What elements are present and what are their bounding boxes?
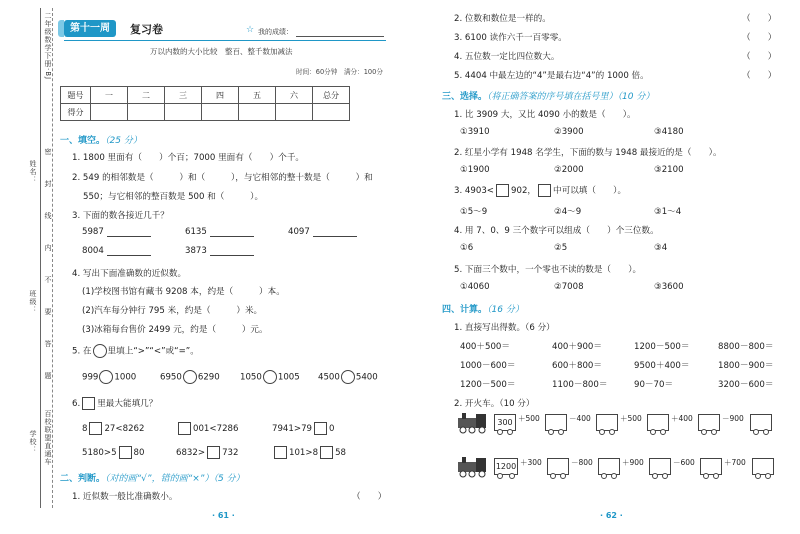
approx-item xyxy=(185,227,254,237)
wheel xyxy=(763,429,769,435)
answer-box[interactable] xyxy=(178,422,191,435)
locomotive-icon xyxy=(454,412,492,434)
answer-line[interactable] xyxy=(313,228,357,237)
question-text: 里填上“>”“<”或“=”。 xyxy=(107,346,199,357)
wheel xyxy=(703,473,709,479)
number-text: 6950 xyxy=(160,372,182,383)
compare-item xyxy=(240,370,300,384)
judge-5: 5. 4404 中最左边的“4”是最右边“4”的 1000 倍。 xyxy=(454,71,649,81)
calc-item[interactable]: 1000－600＝ xyxy=(460,361,516,371)
calc-item[interactable]: 3200－600＝ xyxy=(718,380,774,390)
score-cell[interactable] xyxy=(202,104,239,121)
option[interactable]: ①4060 xyxy=(460,282,490,292)
judge-answer[interactable]: （ ） xyxy=(352,492,387,502)
number-text: 3873 xyxy=(185,246,207,256)
table-cell: 题号 xyxy=(61,87,91,104)
question-text: 5. 在 xyxy=(72,346,92,357)
approx-item xyxy=(185,246,254,256)
score-label: 我的成绩： xyxy=(258,28,293,36)
answer-line[interactable] xyxy=(107,247,151,256)
section-label: 二、判断。 xyxy=(60,474,106,484)
section-label: 三、选择。 xyxy=(442,92,488,102)
answer-box[interactable] xyxy=(274,446,287,459)
judge-answer[interactable]: （ ） xyxy=(742,14,777,24)
judge-answer[interactable]: （ ） xyxy=(742,33,777,43)
question-6 xyxy=(72,397,157,410)
wheel xyxy=(497,429,503,435)
score-table-header xyxy=(61,87,350,104)
compare-circle[interactable] xyxy=(341,370,355,384)
section-judge-title xyxy=(60,471,245,484)
judge-answer[interactable]: （ ） xyxy=(742,71,777,81)
number-text: 6135 xyxy=(185,227,207,237)
option[interactable]: ②3900 xyxy=(554,127,584,137)
margin-line xyxy=(40,8,41,508)
right-page xyxy=(400,0,800,534)
answer-box xyxy=(538,184,551,197)
judge-3: 3. 6100 读作六千一百零零。 xyxy=(454,33,567,43)
wheel xyxy=(497,473,503,479)
score-table xyxy=(60,86,350,121)
train-car xyxy=(494,414,516,431)
operator: ＋700 xyxy=(724,458,746,467)
section-calc-title xyxy=(442,302,524,315)
section-points: （25 分） xyxy=(105,136,142,146)
table-cell: 三 xyxy=(165,87,202,104)
calc-item[interactable]: 90－70＝ xyxy=(634,380,674,390)
wheel xyxy=(550,473,556,479)
question-1: 1. 1800 里面有（ ）个百；7000 里面有（ ）个千。 xyxy=(72,153,305,163)
number-text: 1050 xyxy=(240,372,262,383)
option[interactable]: ①1900 xyxy=(460,165,490,175)
number-text: 5180>5 xyxy=(82,448,117,458)
question-text: 6. xyxy=(72,399,81,409)
table-cell: 一 xyxy=(91,87,128,104)
compare-item xyxy=(82,370,136,384)
question-text: 中可以填（ ）。 xyxy=(553,186,627,196)
judge-2: 2. 位数和数位是一样的。 xyxy=(454,14,551,24)
calc-item[interactable]: 8800－800＝ xyxy=(718,342,774,352)
option[interactable]: ②4～9 xyxy=(554,207,582,217)
train-car-blank[interactable] xyxy=(547,458,569,475)
number-text: 999 xyxy=(82,372,99,383)
time-info: 时间：60分钟 满分：100分 xyxy=(296,68,383,76)
operator: －600 xyxy=(673,458,695,467)
operator: ＋300 xyxy=(520,458,542,467)
operator: －900 xyxy=(722,414,744,423)
wheel xyxy=(711,429,717,435)
school-label: 学校： xyxy=(29,430,37,454)
answer-box[interactable] xyxy=(119,446,132,459)
operator: ＋500 xyxy=(518,414,540,423)
wheel xyxy=(599,429,605,435)
option[interactable]: ②7008 xyxy=(554,282,584,292)
wheel xyxy=(558,429,564,435)
wheel xyxy=(753,429,759,435)
number-text: 1005 xyxy=(277,372,300,383)
calc-item[interactable]: 1200－500＝ xyxy=(634,342,690,352)
table-cell: 二 xyxy=(128,87,165,104)
choice-2: 2. 红星小学有 1948 名学生，下面的数与 1948 最接近的是（ ）。 xyxy=(454,148,722,158)
wheel xyxy=(609,429,615,435)
number-text: 4097 xyxy=(288,227,310,237)
answer-box[interactable] xyxy=(314,422,327,435)
number-text: 101>8 xyxy=(289,448,319,458)
calc-item[interactable]: 600＋800＝ xyxy=(552,361,602,371)
number-text: 5400 xyxy=(355,372,378,383)
cut-char: 内 xyxy=(44,244,52,252)
answer-box[interactable] xyxy=(207,446,220,459)
choice-4: 4. 用 7、0、9 三个数字可以组成（ ）个三位数。 xyxy=(454,226,659,236)
answer-box xyxy=(82,397,95,410)
digit-item xyxy=(176,446,238,459)
score-table-row xyxy=(61,104,350,121)
wheel xyxy=(601,473,607,479)
compare-circle[interactable] xyxy=(263,370,277,384)
section-points: （对的画“√”，错的画“×”）（5 分） xyxy=(105,474,245,484)
series-strip: 百校联盟直通车 xyxy=(44,410,52,466)
wheel xyxy=(507,429,513,435)
page-title: 复习卷 xyxy=(130,23,163,36)
question-4-item: (2)汽车每分钟行 795 米，约是（ ）米。 xyxy=(82,306,263,316)
number-text: 80 xyxy=(133,448,145,458)
train-title: 2. 开火车。（10 分） xyxy=(454,399,535,409)
section-label: 一、填空。 xyxy=(60,136,106,146)
score-cell[interactable] xyxy=(128,104,165,121)
section-choice-title xyxy=(442,89,654,102)
score-cell[interactable] xyxy=(276,104,313,121)
subtitle: 万以内数的大小比较 整百、整千数加减法 xyxy=(150,47,293,56)
calc-item[interactable]: 400＋900＝ xyxy=(552,342,602,352)
answer-box xyxy=(496,184,509,197)
approx-item xyxy=(82,227,151,237)
option[interactable]: ③3600 xyxy=(654,282,684,292)
digit-item xyxy=(82,446,144,459)
operator: －400 xyxy=(569,414,591,423)
score-cell[interactable] xyxy=(165,104,202,121)
section-fill-title xyxy=(60,133,142,146)
number-text: 5987 xyxy=(82,227,104,237)
calc-title: 1. 直接写出得数。（6 分） xyxy=(454,323,555,333)
approx-item xyxy=(288,227,357,237)
score-cell[interactable] xyxy=(313,104,350,121)
cut-char: 题 xyxy=(44,372,52,380)
start-number: 1200 xyxy=(495,462,517,471)
locomotive-icon xyxy=(454,456,492,478)
question-4-item: (1)学校图书馆有藏书 9208 本，约是（ ）本。 xyxy=(82,287,285,297)
wheel xyxy=(509,473,515,479)
wheel xyxy=(611,473,617,479)
train-car xyxy=(494,458,518,475)
cut-char: 答 xyxy=(44,340,52,348)
wheel xyxy=(662,473,668,479)
option[interactable]: ②2000 xyxy=(554,165,584,175)
number-text: 8004 xyxy=(82,246,104,256)
option[interactable]: ②5 xyxy=(554,243,568,253)
question-3: 3. 下面的数各接近几千？ xyxy=(72,211,169,221)
option[interactable]: ③1～4 xyxy=(654,207,682,217)
option[interactable]: ③4 xyxy=(654,243,668,253)
compare-circle[interactable] xyxy=(99,370,113,384)
wheel xyxy=(701,429,707,435)
answer-line[interactable] xyxy=(210,247,254,256)
wheel xyxy=(652,473,658,479)
option[interactable]: ③2100 xyxy=(654,165,684,175)
section-points: （16 分） xyxy=(487,305,524,315)
number-text: 6290 xyxy=(197,372,220,383)
header-divider xyxy=(64,40,386,41)
digit-item xyxy=(176,422,238,435)
wheel xyxy=(650,429,656,435)
number-text: 001<7286 xyxy=(193,424,239,434)
answer-box[interactable] xyxy=(320,446,333,459)
question-text: 3. 4903< xyxy=(454,186,495,196)
operator: －800 xyxy=(571,458,593,467)
digit-item xyxy=(272,446,346,459)
judge-4: 4. 五位数一定比四位数大。 xyxy=(454,52,560,62)
page-number: · 61 · xyxy=(212,511,235,520)
question-2b: 550；与它相邻的整百数是 500 和（ ）。 xyxy=(83,192,264,202)
score-field[interactable] xyxy=(296,36,384,37)
train-car-blank[interactable] xyxy=(545,414,567,431)
calc-item[interactable]: 1100－800＝ xyxy=(552,380,608,390)
option[interactable]: ①3910 xyxy=(460,127,490,137)
answer-line[interactable] xyxy=(210,228,254,237)
train-car-blank[interactable] xyxy=(750,414,772,431)
week-badge: 第十一周 xyxy=(64,20,116,37)
question-2a: 2. 549 的相邻数是（ ）和（ ），与它相邻的整十数是（ ）和 xyxy=(72,173,373,183)
cut-char: 密 xyxy=(44,148,52,156)
number-text: 4500 xyxy=(318,372,340,383)
wheel xyxy=(755,473,761,479)
question-4-item: (3)冰箱每台售价 2499 元，约是（ ）元。 xyxy=(82,325,268,335)
option[interactable]: ①6 xyxy=(460,243,474,253)
section-label: 四、计算。 xyxy=(442,305,488,315)
train-car-blank[interactable] xyxy=(649,458,671,475)
calc-item[interactable]: 9500＋400＝ xyxy=(634,361,690,371)
number-text: 7941>79 xyxy=(272,424,313,434)
cut-char: 线 xyxy=(44,212,52,220)
choice-5: 5. 下面三个数中，一个零也不读的数是（ ）。 xyxy=(454,265,642,275)
question-text: 902， xyxy=(511,186,537,196)
choice-3 xyxy=(454,184,626,197)
compare-circle xyxy=(93,344,107,358)
compare-circle[interactable] xyxy=(183,370,197,384)
digit-item xyxy=(82,422,144,435)
operator: ＋400 xyxy=(671,414,693,423)
answer-line[interactable] xyxy=(107,228,151,237)
train-car-blank[interactable] xyxy=(598,458,620,475)
wheel xyxy=(548,429,554,435)
table-cell: 六 xyxy=(276,87,313,104)
score-cell[interactable] xyxy=(91,104,128,121)
calc-item[interactable]: 400＋500＝ xyxy=(460,342,510,352)
wheel xyxy=(660,429,666,435)
star-icon: ☆ xyxy=(246,25,255,35)
train-car-blank[interactable] xyxy=(596,414,618,431)
operator: ＋900 xyxy=(622,458,644,467)
choice-1: 1. 比 3909 大，又比 4090 小的数是（ ）。 xyxy=(454,110,636,120)
wheel xyxy=(560,473,566,479)
digit-item xyxy=(272,422,334,435)
question-text: 里最大能填几？ xyxy=(97,399,158,409)
train-row-2 xyxy=(454,456,794,482)
compare-item xyxy=(160,370,220,384)
wheel xyxy=(713,473,719,479)
table-cell: 四 xyxy=(202,87,239,104)
compare-item xyxy=(318,370,378,384)
approx-item xyxy=(82,246,151,256)
cut-char: 不 xyxy=(44,276,52,284)
score-cell[interactable] xyxy=(239,104,276,121)
class-label: 班级： xyxy=(29,290,37,314)
train-car-blank[interactable] xyxy=(700,458,722,475)
cut-char: 封 xyxy=(44,180,52,188)
number-text: 732 xyxy=(222,448,239,458)
wheel xyxy=(765,473,771,479)
train-car-blank[interactable] xyxy=(647,414,669,431)
calc-item[interactable]: 1200－500＝ xyxy=(460,380,516,390)
section-points: （将正确答案的序号填在括号里）（10 分） xyxy=(487,92,655,102)
train-car-blank[interactable] xyxy=(698,414,720,431)
number-text: 6832> xyxy=(176,448,206,458)
answer-box[interactable] xyxy=(89,422,102,435)
train-car-blank[interactable] xyxy=(752,458,774,475)
number-text: 58 xyxy=(335,448,347,458)
cut-char: 要 xyxy=(44,308,52,316)
train-row-1 xyxy=(454,412,794,438)
calc-item[interactable]: 1800－900＝ xyxy=(718,361,774,371)
table-cell: 得分 xyxy=(61,104,91,121)
table-cell: 五 xyxy=(239,87,276,104)
name-label: 姓名： xyxy=(29,160,37,184)
judge-answer[interactable]: （ ） xyxy=(742,52,777,62)
number-text: 0 xyxy=(329,424,335,434)
question-4: 4. 写出下面准确数的近似数。 xyxy=(72,269,187,279)
number-text: 8 xyxy=(82,424,88,434)
number-text: 27<8262 xyxy=(104,424,145,434)
option[interactable]: ③4180 xyxy=(654,127,684,137)
operator: ＋500 xyxy=(620,414,642,423)
option[interactable]: ①5～9 xyxy=(460,207,488,217)
judge-1: 1. 近似数一般比准确数小。 xyxy=(72,492,178,502)
grade-strip: 二年级数学下册·BJ xyxy=(44,12,52,81)
table-cell: 总分 xyxy=(313,87,350,104)
question-5 xyxy=(72,344,199,358)
page-number: · 62 · xyxy=(600,511,623,520)
start-number: 300 xyxy=(497,418,513,427)
number-text: 1000 xyxy=(114,372,137,383)
